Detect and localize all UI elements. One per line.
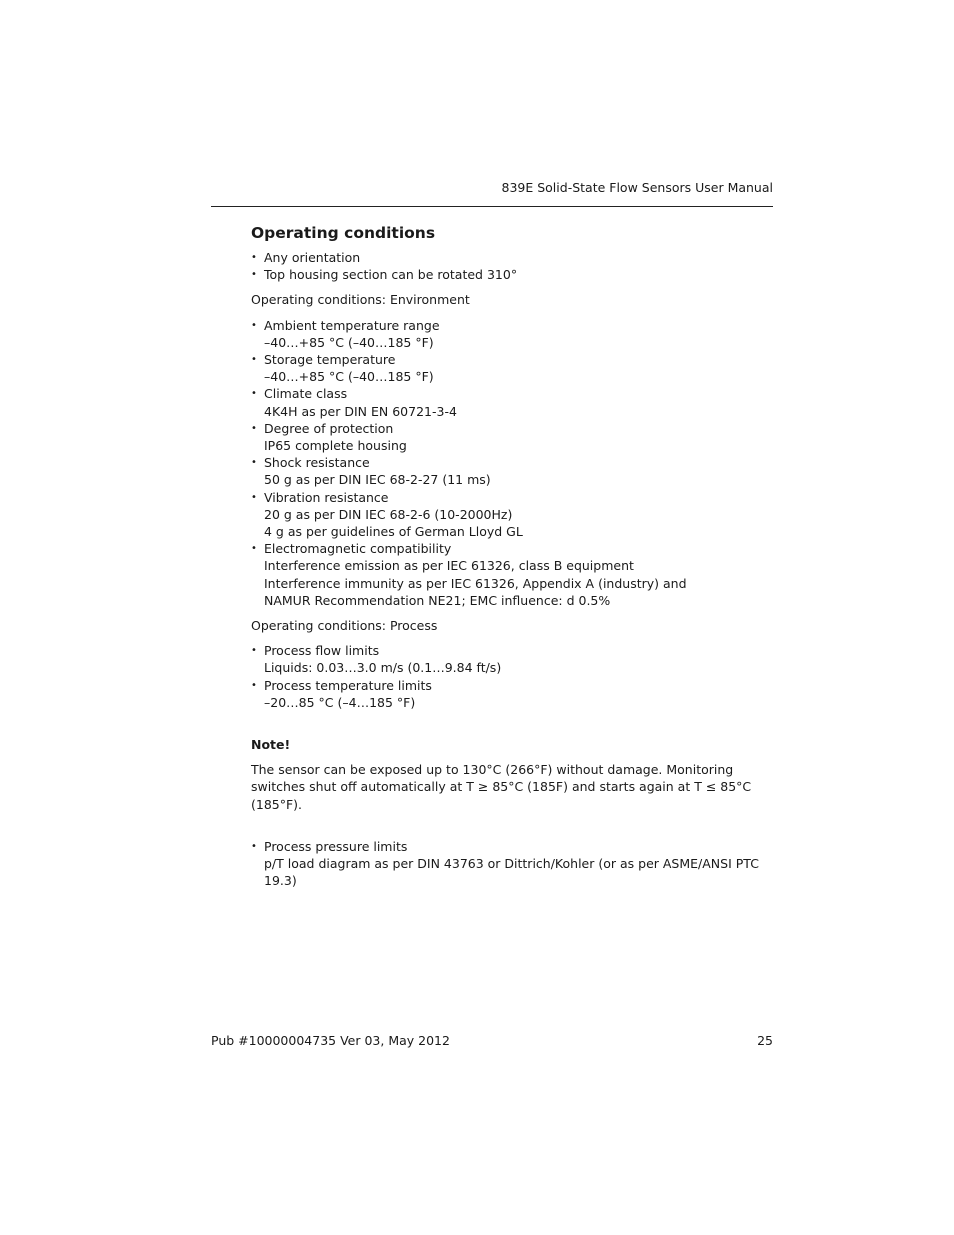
item-detail: –20…85 °C (–4…185 °F) bbox=[264, 694, 416, 710]
process-list bbox=[251, 642, 775, 711]
item-detail: Interference immunity as per IEC 61326, Appendix A (industry) and bbox=[264, 575, 687, 591]
item-detail: 20 g as per DIN IEC 68-2-6 (10-2000Hz) bbox=[264, 506, 513, 522]
list-item bbox=[251, 454, 775, 488]
item-label: • Ambient temperature range bbox=[264, 317, 440, 333]
item-label: • Storage temperature bbox=[264, 352, 396, 368]
item-detail: 50 g as per DIN IEC 68-2-27 (11 ms) bbox=[264, 472, 491, 488]
list-item: • Any orientation bbox=[251, 249, 775, 266]
general-list bbox=[251, 249, 775, 283]
item-label: • Electromagnetic compatibility bbox=[264, 541, 452, 557]
environment-list bbox=[251, 317, 775, 609]
pressure-list bbox=[251, 838, 775, 890]
note-title: Note! bbox=[251, 737, 291, 753]
environment-heading: Operating conditions: Environment bbox=[251, 292, 470, 308]
main-content bbox=[251, 222, 775, 890]
item-detail: –40…+85 °C (–40…185 °F) bbox=[264, 334, 434, 350]
list-item bbox=[251, 420, 775, 454]
item-detail: Interference emission as per IEC 61326, class B equipment bbox=[264, 558, 634, 574]
list-item bbox=[251, 677, 775, 711]
manual-title: 839E Solid-State Flow Sensors User Manual bbox=[501, 180, 773, 195]
page-number: 25 bbox=[757, 1033, 773, 1048]
item-label: • Process temperature limits bbox=[264, 677, 432, 693]
item-label: • Shock resistance bbox=[264, 455, 370, 471]
header-divider bbox=[211, 206, 773, 207]
item-detail: NAMUR Recommendation NE21; EMC influence: d 0.5% bbox=[264, 592, 611, 608]
item-label: • Degree of protection bbox=[264, 420, 394, 436]
list-item bbox=[251, 385, 775, 419]
list-item bbox=[251, 642, 775, 676]
item-label: • Vibration resistance bbox=[264, 489, 389, 505]
item-detail: Liquids: 0.03…3.0 m/s (0.1…9.84 ft/s) bbox=[264, 660, 502, 676]
list-item bbox=[251, 540, 775, 609]
item-detail: –40…+85 °C (–40…185 °F) bbox=[264, 369, 434, 385]
item-detail: 4K4H as per DIN EN 60721-3-4 bbox=[264, 403, 457, 419]
section-title: Operating conditions bbox=[251, 224, 436, 242]
item-label: • Climate class bbox=[264, 386, 348, 402]
note-body: The sensor can be exposed up to 130°C (266°F) without damage. Monitoring switches shut off automatically at T ≥ 85°C (185F) and starts again at T ≤ 85°C (185°F). bbox=[251, 762, 752, 812]
list-item bbox=[251, 489, 775, 541]
list-item: • Top housing section can be rotated 310° bbox=[251, 266, 775, 283]
process-heading: Operating conditions: Process bbox=[251, 618, 438, 634]
item-label: • Process flow limits bbox=[264, 643, 380, 659]
item-detail: p/T load diagram as per DIN 43763 or Dittrich/Kohler (or as per ASME/ANSI PTC 19.3) bbox=[264, 856, 759, 889]
publication-info: Pub #10000004735 Ver 03, May 2012 bbox=[211, 1033, 450, 1048]
item-detail: 4 g as per guidelines of German Lloyd GL bbox=[264, 524, 523, 540]
item-label: • Process pressure limits bbox=[264, 838, 408, 854]
item-detail: IP65 complete housing bbox=[264, 438, 407, 454]
list-item bbox=[251, 317, 775, 351]
list-item bbox=[251, 351, 775, 385]
list-item bbox=[251, 838, 775, 890]
